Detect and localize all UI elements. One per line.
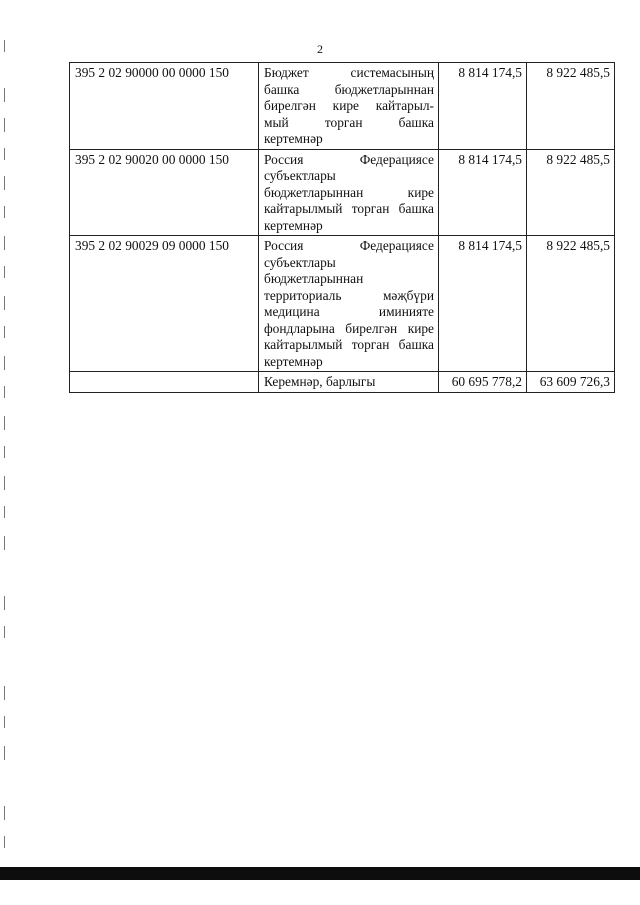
- amount-2-cell: 8 922 485,5: [527, 149, 615, 236]
- scan-footer-bar: [0, 867, 640, 880]
- amount-2-cell: 8 922 485,5: [527, 236, 615, 372]
- description-line: кертемнәр: [264, 131, 323, 146]
- description-line: территориаль мәҗбүри: [264, 287, 434, 303]
- description-line: кайтарылмый торган башка: [264, 201, 434, 216]
- description-line: бирелгән кире кайтарыл-: [264, 98, 434, 113]
- description-line: кертемнәр: [264, 217, 323, 233]
- description-line: Бюджет системасының: [264, 65, 434, 80]
- amount-1-cell: 8 814 174,5: [439, 149, 527, 236]
- amount-1-cell: 8 814 174,5: [439, 63, 527, 150]
- total-amount-1-cell: 60 695 778,2: [439, 372, 527, 393]
- description-cell: [259, 63, 439, 150]
- description-line: кертемнәр: [264, 353, 323, 369]
- total-amount-2-cell: 63 609 726,3: [527, 372, 615, 393]
- amount-1-cell: 8 814 174,5: [439, 236, 527, 372]
- description-line: субъектлары: [264, 254, 336, 270]
- description-line: субъектлары: [264, 168, 336, 183]
- total-label-cell: Керемнәр, барлыгы: [259, 372, 439, 393]
- description-line: башка бюджетларыннан: [264, 81, 434, 97]
- description-line: медицина иминияте: [264, 304, 434, 319]
- page-number: 2: [317, 42, 323, 56]
- table-row: [70, 236, 615, 372]
- description-cell: [259, 149, 439, 236]
- total-row: [70, 372, 615, 393]
- budget-code-cell: 395 2 02 90020 00 0000 150: [70, 149, 259, 236]
- amount-2-cell: 8 922 485,5: [527, 63, 615, 150]
- description-line: кайтарылмый торган башка: [264, 337, 434, 352]
- table-row: [70, 63, 615, 150]
- budget-code-cell: 395 2 02 90000 00 0000 150: [70, 63, 259, 150]
- budget-table: [69, 62, 615, 393]
- description-line: Россия Федерациясе: [264, 238, 434, 253]
- description-line: бюджетларыннан кире: [264, 184, 434, 200]
- budget-code-cell: 395 2 02 90029 09 0000 150: [70, 236, 259, 372]
- table-row: [70, 149, 615, 236]
- description-cell: [259, 236, 439, 372]
- description-line: Россия Федерациясе: [264, 151, 434, 167]
- description-line: бюджетларыннан: [264, 271, 364, 286]
- total-code-cell: [70, 372, 259, 393]
- description-line: мый торган башка: [264, 114, 434, 130]
- description-line: фондларына бирелгән кире: [264, 320, 434, 336]
